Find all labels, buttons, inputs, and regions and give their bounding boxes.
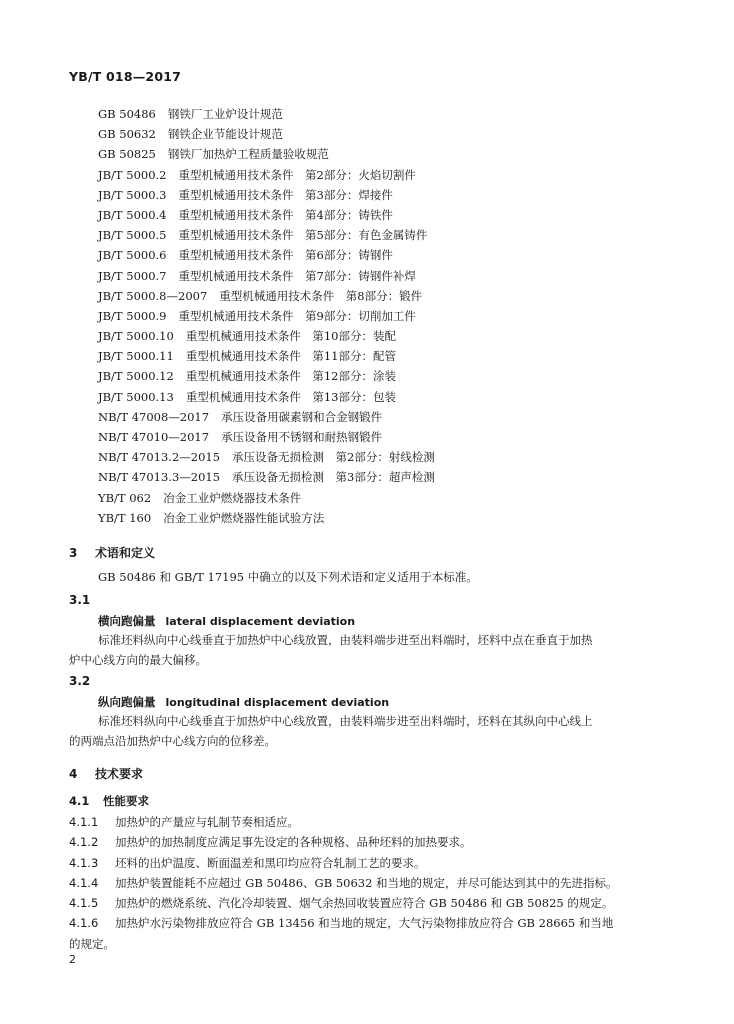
requirement-item: [69, 814, 299, 830]
section-4-title: 技术要求: [95, 767, 144, 781]
reference-title: 重型机械通用技术条件 第11部分：配管: [185, 349, 396, 364]
requirement-number: 4.1.2: [69, 835, 99, 849]
reference-code: YB/T 062: [98, 490, 152, 505]
reference-title: 重型机械通用技术条件 第2部分：火焰切割件: [178, 167, 416, 182]
term-3-1-cn: 横向跑偏量: [98, 614, 156, 628]
requirement-number: 4.1.1: [69, 815, 99, 829]
reference-item: [98, 467, 435, 487]
reference-title: 承压设备用碳素钢和合金钢锻件: [221, 409, 383, 424]
reference-item: [98, 366, 435, 386]
reference-item: [98, 427, 435, 447]
term-3-1-heading: [98, 613, 355, 629]
term-3-2-en: longitudinal displacement deviation: [165, 696, 390, 709]
requirement-item: [69, 895, 613, 911]
reference-title: 重型机械通用技术条件 第5部分：有色金属铸件: [178, 228, 428, 243]
reference-code: GB 50632: [98, 127, 156, 142]
term-3-2-number: 3.2: [69, 674, 91, 688]
reference-item: [98, 245, 435, 265]
reference-title: 冶金工业炉燃烧器技术条件: [163, 490, 302, 505]
reference-code: JB/T 5000.11: [98, 349, 174, 364]
requirement-item: [69, 875, 618, 891]
reference-item: [98, 387, 435, 407]
reference-item: [98, 508, 435, 528]
reference-list: [98, 104, 435, 528]
document-header: YB/T 018—2017: [69, 69, 182, 84]
reference-title: 重型机械通用技术条件 第13部分：包装: [185, 389, 396, 404]
requirement-text: 加热炉水污染物排放应符合 GB 13456 和当地的规定，大气污染物排放应符合 GB 28665 和当地: [115, 916, 614, 930]
reference-code: JB/T 5000.7: [98, 268, 167, 283]
term-3-1-number: 3.1: [69, 593, 91, 607]
requirement-text: 加热炉装置能耗不应超过 GB 50486、GB 50632 和当地的规定，并尽可能达到其中的先进指标。: [115, 876, 618, 890]
reference-title: 重型机械通用技术条件 第8部分：锻件: [219, 288, 423, 303]
requirement-number: 4.1.3: [69, 856, 99, 870]
reference-title: 冶金工业炉燃烧器性能试验方法: [163, 510, 325, 525]
reference-code: JB/T 5000.5: [98, 228, 167, 243]
reference-code: JB/T 5000.13: [98, 389, 174, 404]
requirement-number: 4.1.6: [69, 916, 99, 930]
term-3-2-heading: [98, 694, 389, 710]
reference-item: [98, 144, 435, 164]
reference-item: [98, 346, 435, 366]
reference-item: [98, 225, 435, 245]
reference-title: 承压设备用不锈钢和耐热钢锻件: [221, 430, 383, 444]
reference-title: 重型机械通用技术条件 第6部分：铸钢件: [178, 248, 393, 263]
reference-title: 重型机械通用技术条件 第10部分：装配: [185, 329, 396, 344]
reference-item: [98, 185, 435, 205]
reference-title: 重型机械通用技术条件 第9部分：切削加工件: [178, 308, 416, 323]
section-3-heading: [69, 544, 155, 561]
reference-item: [98, 326, 435, 346]
term-3-2-cn: 纵向跑偏量: [98, 695, 156, 709]
item-4-1-6-continuation: 的规定。: [69, 937, 115, 951]
reference-code: JB/T 5000.3: [98, 187, 167, 202]
reference-item: [98, 407, 435, 427]
requirement-number: 4.1.4: [69, 876, 99, 890]
reference-item: [98, 266, 435, 286]
reference-item: [98, 306, 435, 326]
section-3-intro: GB 50486 和 GB/T 17195 中确立的以及下列术语和定义适用于本标准。: [98, 570, 478, 584]
reference-code: GB 50486: [98, 107, 156, 121]
reference-code: NB/T 47013.2—2015: [98, 450, 221, 465]
reference-title: 重型机械通用技术条件 第7部分：铸钢件补焊: [178, 268, 416, 283]
reference-title: 钢铁厂加热炉工程质量验收规范: [167, 147, 329, 162]
reference-title: 重型机械通用技术条件 第3部分：焊接件: [178, 187, 393, 202]
reference-code: JB/T 5000.9: [98, 308, 167, 323]
subsection-4-1-heading: [69, 793, 149, 809]
reference-item: [98, 124, 435, 144]
reference-code: NB/T 47008—2017: [98, 409, 210, 424]
reference-code: JB/T 5000.6: [98, 248, 167, 263]
term-3-1-def-line2: 炉中心线方向的最大偏移。: [69, 653, 207, 667]
requirement-text: 加热炉的产量应与轧制节奏相适应。: [115, 815, 299, 829]
requirement-number: 4.1.5: [69, 896, 99, 910]
reference-item: [98, 165, 435, 185]
reference-code: JB/T 5000.10: [98, 329, 174, 344]
reference-title: 钢铁厂工业炉设计规范: [167, 107, 283, 121]
reference-item: [98, 286, 435, 306]
reference-item: [98, 447, 435, 467]
requirement-item: [69, 834, 472, 850]
reference-title: 重型机械通用技术条件 第12部分：涂装: [185, 369, 396, 384]
reference-code: JB/T 5000.8—2007: [98, 288, 208, 303]
reference-code: JB/T 5000.4: [98, 207, 167, 222]
reference-code: GB 50825: [98, 147, 156, 162]
reference-title: 钢铁企业节能设计规范: [167, 127, 283, 142]
reference-code: NB/T 47013.3—2015: [98, 470, 221, 485]
subsection-4-1-title: 性能要求: [103, 794, 149, 808]
requirement-text: 加热炉的加热制度应满足事先设定的各种规格、品种坯料的加热要求。: [115, 835, 472, 849]
term-3-1-en: lateral displacement deviation: [165, 615, 356, 628]
section-3-number: 3: [69, 546, 78, 560]
reference-code: JB/T 5000.2: [98, 167, 167, 182]
reference-item: [98, 205, 435, 225]
term-3-1-def-line1: 标准坯料纵向中心线垂直于加热炉中心线放置，由装料端步进至出料端时，坯料中点在垂直于加热: [98, 633, 593, 647]
reference-code: YB/T 160: [98, 510, 152, 525]
section-4-number: 4: [69, 767, 78, 781]
reference-title: 承压设备无损检测 第3部分：超声检测: [232, 470, 435, 485]
requirement-text: 加热炉的燃烧系统、汽化冷却装置、烟气余热回收装置应符合 GB 50486 和 GB 50825 的规定。: [115, 896, 614, 910]
reference-code: JB/T 5000.12: [98, 369, 174, 384]
reference-title: 承压设备无损检测 第2部分：射线检测: [232, 450, 435, 465]
reference-item: [98, 104, 435, 124]
term-3-2-def-line2: 的两端点沿加热炉中心线方向的位移差。: [69, 734, 276, 748]
term-3-2-def-line1: 标准坯料纵向中心线垂直于加热炉中心线放置，由装料端步进至出料端时，坯料在其纵向中心线上: [98, 714, 593, 728]
requirement-item: [69, 855, 426, 871]
section-4-heading: [69, 765, 143, 782]
subsection-4-1-number: 4.1: [69, 794, 90, 808]
page-number: 2: [69, 953, 76, 966]
section-3-title: 术语和定义: [95, 546, 156, 560]
reference-item: [98, 488, 435, 508]
reference-code: NB/T 47010—2017: [98, 430, 210, 444]
requirement-item: [69, 915, 613, 931]
requirement-text: 坯料的出炉温度、断面温差和黑印均应符合轧制工艺的要求。: [115, 856, 426, 870]
reference-title: 重型机械通用技术条件 第4部分：铸铁件: [178, 207, 393, 222]
